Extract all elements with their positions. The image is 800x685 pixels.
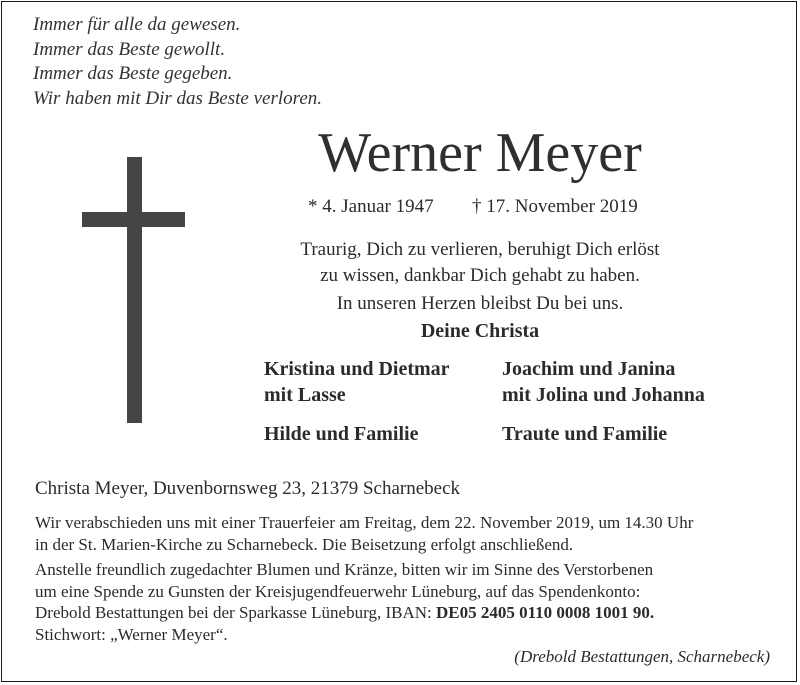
poem-line: Immer für alle da gewesen.: [33, 14, 241, 35]
family-entry: [502, 421, 667, 447]
bank-line: [35, 602, 775, 624]
poem-line: Immer das Beste gegeben.: [33, 63, 233, 84]
poem-line: Immer das Beste gewollt.: [33, 38, 226, 60]
ceremony-line: Wir verabschieden uns mit einer Trauerfeier am Freitag, dem 22. November 2019, um 14.30 Uhr: [35, 513, 694, 532]
family-line: mit Jolina und Johanna: [502, 384, 705, 406]
family-line: Hilde und Familie: [264, 423, 419, 445]
birth-date: * 4. Januar 1947: [308, 196, 434, 217]
verse-line: Traurig, Dich zu verlieren, beruhigt Dich erlöst: [300, 239, 660, 260]
donation-line: Anstelle freundlich zugedachter Blumen und Kränze, bitten wir im Sinne des Verstorbenen: [35, 560, 654, 579]
contact-address: Christa Meyer, Duvenbornsweg 23, 21379 Scharnebeck: [35, 478, 461, 499]
verse-line: In unseren Herzen bleibst Du bei uns.: [336, 293, 624, 314]
family-entry: [264, 421, 418, 447]
family-line: Joachim und Janina: [502, 358, 676, 380]
keyword-line: Stichwort: „Werner Meyer“.: [35, 624, 228, 644]
family-line: Kristina und Dietmar: [264, 358, 450, 380]
iban: DE05 2405 0110 0008 1001 90.: [436, 603, 655, 622]
mourning-verse: [260, 237, 700, 317]
ceremony-line: in der St. Marien-Kirche zu Scharnebeck. Die Beisetzung erfolgt anschließend.: [35, 534, 574, 554]
deceased-name: Werner Meyer: [318, 122, 642, 184]
cross-icon: [127, 157, 142, 423]
family-line: Traute und Familie: [502, 423, 668, 445]
death-date: † 17. November 2019: [472, 196, 638, 217]
family-line: mit Lasse: [264, 384, 346, 406]
signer-name: Deine Christa: [420, 320, 540, 342]
family-entry: [502, 356, 705, 408]
cross-icon-beam: [82, 212, 185, 227]
funeral-home-credit: (Drebold Bestattungen, Scharnebeck): [514, 647, 770, 666]
donation-line: um eine Spende zu Gunsten der Kreisjugendfeuerwehr Lüneburg, auf das Spendenkonto:: [35, 581, 641, 601]
memorial-poem: [33, 13, 322, 111]
verse-line: zu wissen, dankbar Dich gehabt zu haben.: [320, 265, 640, 286]
poem-line: Wir haben mit Dir das Beste verloren.: [33, 87, 323, 109]
bank-prefix: Drebold Bestattungen bei der Sparkasse Lüneburg, IBAN:: [35, 603, 436, 622]
funeral-notice: [35, 512, 775, 645]
family-entry: [264, 356, 450, 408]
